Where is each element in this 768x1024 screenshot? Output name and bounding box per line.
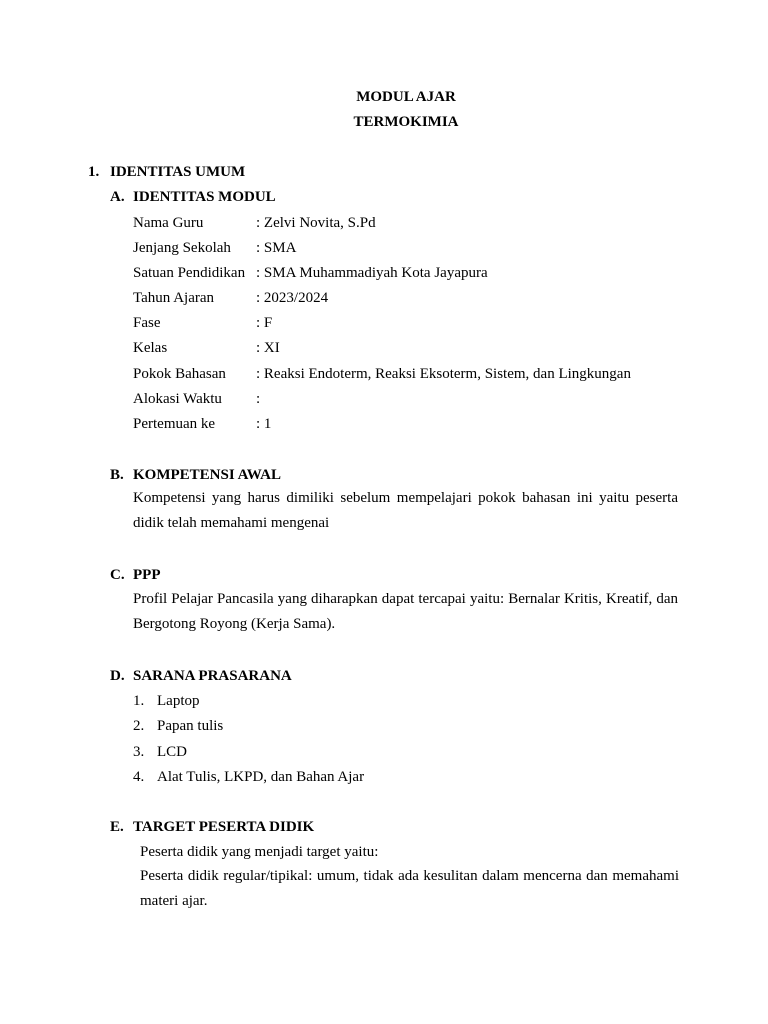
section-d-heading: SARANA PRASARANA bbox=[133, 668, 292, 684]
identity-value-fase: : F bbox=[256, 315, 273, 331]
section-1-number: 1. bbox=[88, 164, 100, 180]
section-e-intro: Peserta didik yang menjadi target yaitu: bbox=[140, 844, 379, 860]
identity-label-kelas: Kelas bbox=[133, 340, 168, 356]
identity-label-alokasi-waktu: Alokasi Waktu bbox=[133, 391, 222, 407]
identity-value-kelas: : XI bbox=[256, 340, 280, 356]
identity-value-tahun-ajaran: : 2023/2024 bbox=[256, 290, 329, 306]
identity-value-nama-guru: : Zelvi Novita, S.Pd bbox=[256, 215, 376, 231]
list-item: Papan tulis bbox=[157, 718, 224, 734]
list-item: Alat Tulis, LKPD, dan Bahan Ajar bbox=[157, 769, 365, 785]
identity-label-satuan-pendidikan: Satuan Pendidikan bbox=[133, 265, 246, 281]
section-b-heading: KOMPETENSI AWAL bbox=[133, 467, 281, 483]
list-item: Laptop bbox=[157, 693, 200, 709]
section-e-heading: TARGET PESERTA DIDIK bbox=[133, 819, 315, 835]
list-item-number: 2. bbox=[133, 718, 145, 734]
section-c-paragraph: Profil Pelajar Pancasila yang diharapkan dapat tercapai yaitu: Bernalar Kritis, Kreatif, dan Bergotong Royong (Kerja Sama). bbox=[133, 591, 678, 632]
identity-label-pertemuan-ke: Pertemuan ke bbox=[133, 416, 216, 432]
document-title: MODUL AJAR bbox=[356, 89, 456, 105]
list-item-number: 3. bbox=[133, 744, 145, 760]
section-b-letter: B. bbox=[110, 467, 124, 483]
identity-value-alokasi-waktu: : bbox=[256, 391, 261, 407]
section-e-letter: E. bbox=[110, 819, 124, 835]
section-e-paragraph: Peserta didik regular/tipikal: umum, tidak ada kesulitan dalam mencerna dan memahami materi ajar. bbox=[140, 868, 679, 909]
identity-value-pertemuan-ke: : 1 bbox=[256, 416, 272, 432]
identity-label-jenjang-sekolah: Jenjang Sekolah bbox=[133, 240, 231, 256]
section-c-letter: C. bbox=[110, 567, 125, 583]
identity-label-fase: Fase bbox=[133, 315, 161, 331]
section-a-letter: A. bbox=[110, 189, 125, 205]
identity-label-pokok-bahasan: Pokok Bahasan bbox=[133, 366, 226, 382]
identity-label-nama-guru: Nama Guru bbox=[133, 215, 204, 231]
list-item-number: 4. bbox=[133, 769, 145, 785]
identity-value-pokok-bahasan: : Reaksi Endoterm, Reaksi Eksoterm, Sistem, dan Lingkungan bbox=[256, 366, 631, 382]
identity-label-tahun-ajaran: Tahun Ajaran bbox=[133, 290, 215, 306]
section-a-heading: IDENTITAS MODUL bbox=[133, 189, 276, 205]
section-b-paragraph: Kompetensi yang harus dimiliki sebelum mempelajari pokok bahasan ini yaitu peserta didik telah memahami mengenai bbox=[133, 490, 678, 531]
list-item: LCD bbox=[157, 744, 187, 760]
section-1-heading: IDENTITAS UMUM bbox=[110, 164, 246, 180]
identity-value-satuan-pendidikan: : SMA Muhammadiyah Kota Jayapura bbox=[256, 265, 488, 281]
list-item-number: 1. bbox=[133, 693, 145, 709]
section-d-letter: D. bbox=[110, 668, 125, 684]
section-c-heading: PPP bbox=[133, 567, 161, 583]
document-subtitle: TERMOKIMIA bbox=[353, 114, 459, 130]
identity-value-jenjang-sekolah: : SMA bbox=[256, 240, 297, 256]
